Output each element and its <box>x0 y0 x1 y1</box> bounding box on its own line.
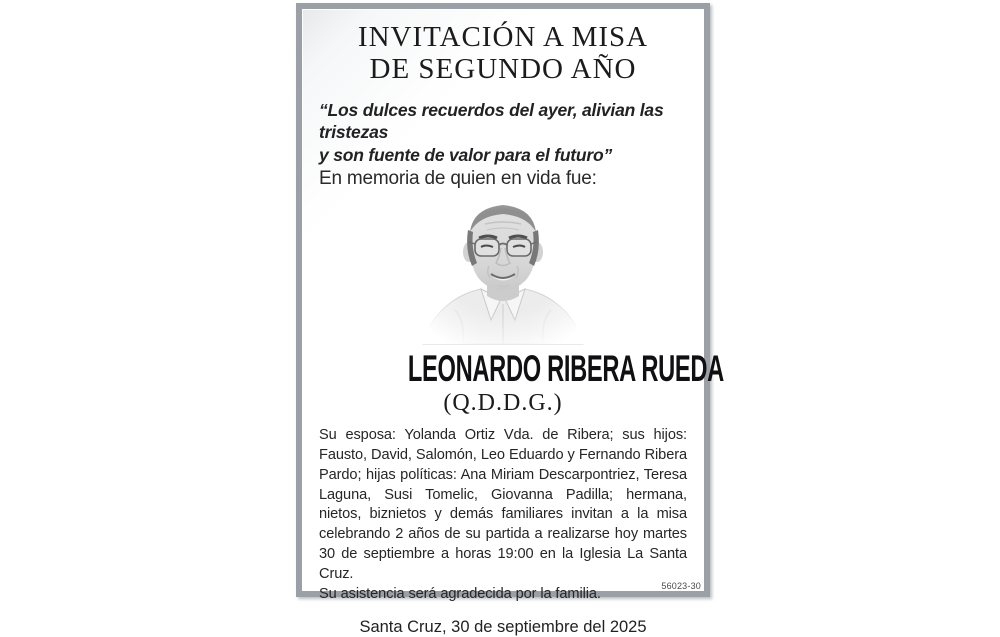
invitation-title <box>319 21 687 86</box>
dateline: Santa Cruz, 30 de septiembre del 2025 <box>359 617 647 636</box>
deceased-portrait-photo <box>415 192 591 344</box>
posthumous-abbreviation: (Q.D.D.G.) <box>443 390 563 417</box>
invitation-title-line1: INVITACIÓN A MISA <box>357 21 649 53</box>
in-memoriam-label: En memoria de quien en vida fue: <box>319 168 597 190</box>
attendance-line: Su asistencia será agradecida por la familia. <box>319 585 601 602</box>
memorial-quote-line1: “Los dulces recuerdos del ayer, alivian las tristezas <box>319 99 664 143</box>
invitation-title-line2: DE SEGUNDO AÑO <box>369 53 637 86</box>
memorial-quote <box>319 99 687 166</box>
memorial-card <box>296 3 724 636</box>
memorial-quote-line2: y son fuente de valor para el futuro” <box>319 144 613 165</box>
announcement-paragraph: Su esposa: Yolanda Ortiz Vda. de Ribera; sus hijos: Fausto, David, Salomón, Leo Eduardo y Fernando Ribera Pardo; hijas políticas: Ana Miriam Descarpontriez, Teresa Laguna, Susi Tomelic, Giovanna Padilla; hermana, nietos, biznietos y demás familiares invitan a la misa celebrando 2 años de su partida a realizarse hoy martes 30 de septiembre a horas 19:00 en la Iglesia La Santa Cruz. <box>319 427 687 583</box>
reference-number: 56023-30 <box>661 581 701 591</box>
deceased-name-text: LEONARDO RIBERA RUEDA <box>407 348 724 390</box>
photo-container <box>319 192 687 344</box>
deceased-name <box>319 348 724 390</box>
